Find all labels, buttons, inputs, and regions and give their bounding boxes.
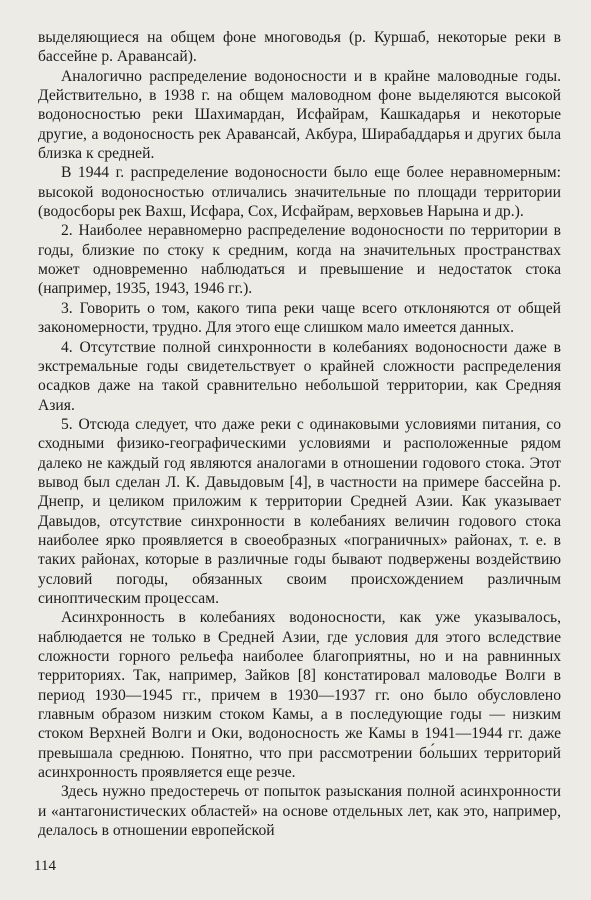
page-number: 114 [34, 858, 56, 874]
paragraph: Здесь нужно предостеречь от попыток разыскания полной асинхронности и «антагонистических областей» на основе отдельных лет, как это, например, делалось в отношении европейской [38, 783, 561, 840]
paragraph-continued: выделяющиеся на общем фоне многоводья (р. Куршаб, некоторые реки в бассейне р. Аравансай). [38, 29, 561, 66]
text-body [38, 28, 561, 840]
paragraph: В 1944 г. распределение водоносности было еще более неравномерным: высокой водоносностью отличались значительные по площади территории (водосборы рек Вахш, Исфара, Сох, Исфайрам, верховьев Нарына и др.). [38, 164, 561, 221]
paragraph: Аналогично распределение водоносности и в крайне маловодные годы. Действительно, в 1938 г. на общем маловодном фоне выделяются высокой водоносностью реки Шахимардан, Исфайрам, Кашкадарья и некоторые другие, а водоносность рек Аравансай, Акбура, Ширабаддарья и других была близка к средней. [38, 67, 561, 163]
paragraph: 5. Отсюда следует, что даже реки с одинаковыми условиями питания, со сходными физико-географическими условиями и расположенные рядом далеко не каждый год являются аналогами в отношении годового стока. Этот вывод был сделан Л. К. Давыдовым [4], в частности на примере бассейна р. Днепр, и целиком приложим к территории Средней Азии. Как указывает Давыдов, отсутствие синхронности в колебаниях величин годового стока наиболее ярко проявляется в своеобразных «пограничных» районах, т. е. в таких районах, которые в различные годы бывают подвержены воздействию условий погоды, обязанных своим происхождением различным синоптическим процессам. [38, 415, 561, 607]
paragraph: 3. Говорить о том, какого типа реки чаще всего отклоняются от общей закономерности, трудно. Для этого еще слишком мало имеется данных. [38, 299, 561, 337]
paragraph: 4. Отсутствие полной синхронности в колебаниях водоносности даже в экстремальные годы свидетельствует о крайней сложности распределения осадков даже на такой сравнительно небольшой территории, как Средняя Азия. [38, 338, 561, 414]
paragraph: 2. Наиболее неравномерно распределение водоносности по территории в годы, близкие по стоку к средним, когда на значительных пространствах может одновременно наблюдаться и превышение и недостаток стока (например, 1935, 1943, 1946 гг.). [38, 222, 561, 298]
paragraph: Асинхронность в колебаниях водоносности, как уже указывалось, наблюдается не только в Средней Азии, где условия для этого вследствие сложности горного рельефа наиболее благоприятны, но и на равнинных территориях. Так, например, Зайков [8] констатировал маловодье Волги в период 1930—1945 гг., причем в 1930—1937 гг. оно было обусловлено главным образом низким стоком Камы, а в последующие годы — низким стоком Верхней Волги и Оки, водоносность же Камы в 1941—1944 гг. даже превышала среднюю. Понятно, что при рассмотрении бо́льших территорий асинхронность проявляется еще резче. [38, 609, 561, 782]
